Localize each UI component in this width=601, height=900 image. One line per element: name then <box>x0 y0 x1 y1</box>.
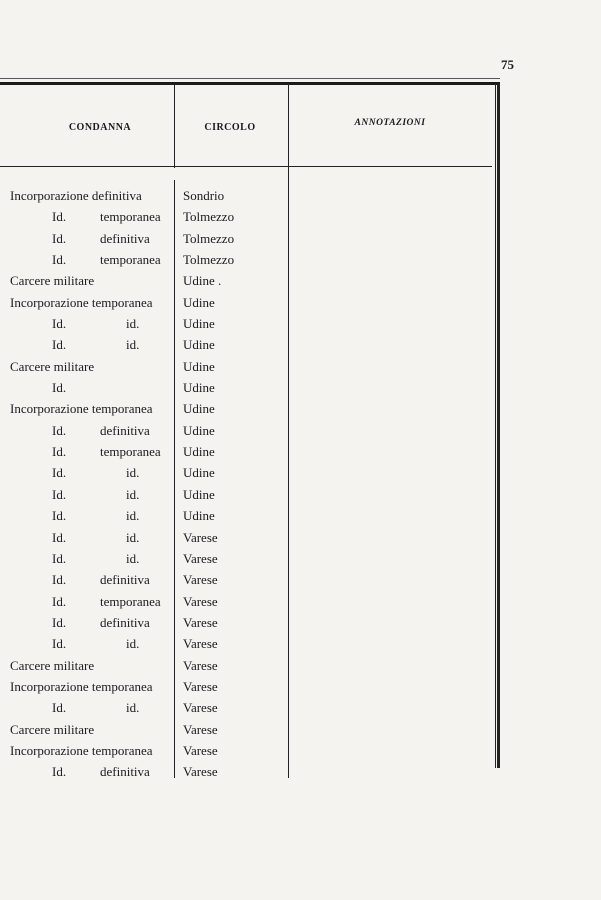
condanna-type: definitiva <box>100 614 150 630</box>
circolo-cell: Varese <box>183 572 218 588</box>
condanna-text: Incorporazione definitiva <box>10 188 142 203</box>
condanna-type: definitiva <box>100 764 150 780</box>
condanna-type: id. <box>126 636 140 652</box>
right-border-thin <box>495 84 496 768</box>
table-row <box>0 569 300 590</box>
table-row <box>0 441 300 462</box>
condanna-type: id. <box>126 529 140 545</box>
table-row <box>0 206 300 227</box>
circolo-cell: Varese <box>183 550 218 566</box>
table-row <box>0 612 300 633</box>
circolo-cell: Varese <box>183 700 218 716</box>
right-border-bold <box>497 84 500 768</box>
header-rule <box>0 166 492 167</box>
circolo-cell: Udine <box>183 316 215 332</box>
table-row <box>0 633 300 654</box>
table-row <box>0 334 300 355</box>
condanna-ditto: Id. <box>52 486 67 502</box>
header-circolo: CIRCOLO <box>204 122 256 133</box>
condanna-ditto: Id. <box>52 614 67 630</box>
table-row <box>0 740 300 761</box>
condanna-type: id. <box>126 465 140 481</box>
circolo-cell: Varese <box>183 614 218 630</box>
table-row <box>0 462 300 483</box>
condanna-text: Carcere militare <box>10 721 95 737</box>
circolo-cell: Varese <box>183 678 218 694</box>
table-row <box>0 591 300 612</box>
condanna-ditto: Id. <box>52 700 67 716</box>
condanna-ditto: Id. <box>52 209 67 225</box>
table-row <box>0 761 300 782</box>
condanna-ditto: Id. <box>52 380 67 396</box>
condanna-ditto: Id. <box>52 572 67 588</box>
table-row <box>0 420 300 441</box>
condanna-type: definitiva <box>100 572 150 588</box>
circolo-cell: Varese <box>183 593 218 609</box>
condanna-type: id. <box>126 337 140 353</box>
table-row <box>0 505 300 526</box>
condanna-text: Incorporazione temporanea <box>10 742 153 758</box>
header-condanna: CONDANNA <box>68 122 132 133</box>
table-row <box>0 697 300 718</box>
circolo-cell: Varese <box>183 764 218 780</box>
table-row <box>0 313 300 334</box>
condanna-ditto: Id. <box>52 465 67 481</box>
condanna-ditto: Id. <box>52 529 67 545</box>
condanna-ditto: Id. <box>52 550 67 566</box>
condanna-ditto: Id. <box>52 422 67 438</box>
circolo-cell: Udine <box>183 465 215 481</box>
condanna-type: id. <box>126 700 140 716</box>
circolo-cell: Tolmezzo <box>183 252 235 268</box>
table-row <box>0 292 300 313</box>
condanna-text: Incorporazione temporanea <box>10 678 153 694</box>
table-row <box>0 270 300 291</box>
circolo-cell: Udine . <box>183 273 222 289</box>
condanna-text: Incorporazione temporanea <box>10 401 153 417</box>
condanna-type: definitiva <box>100 230 150 246</box>
column-divider-circolo-header <box>174 84 175 168</box>
top-rule-thin <box>0 78 500 79</box>
circolo-cell: Varese <box>183 529 218 545</box>
condanna-ditto: Id. <box>52 337 67 353</box>
circolo-cell: Udine <box>183 358 215 374</box>
condanna-text: Carcere militare <box>10 273 95 289</box>
condanna-ditto: Id. <box>52 316 67 332</box>
condanna-type: id. <box>126 316 140 332</box>
condanna-type: temporanea <box>100 444 161 460</box>
condanna-ditto: Id. <box>52 252 67 268</box>
circolo-cell: Udine <box>183 444 215 460</box>
condanna-type: definitiva <box>100 422 150 438</box>
circolo-cell: Sondrio <box>183 188 225 203</box>
condanna-ditto: Id. <box>52 508 67 524</box>
table-row <box>0 719 300 740</box>
table-row <box>0 185 300 206</box>
condanna-text: Incorporazione temporanea <box>10 294 153 310</box>
circolo-cell: Tolmezzo <box>183 209 235 225</box>
circolo-cell: Varese <box>183 721 218 737</box>
condanna-ditto: Id. <box>52 230 67 246</box>
top-rule <box>0 82 500 85</box>
circolo-cell: Udine <box>183 294 215 310</box>
table-row <box>0 356 300 377</box>
page-number: 75 <box>501 57 514 72</box>
circolo-cell: Tolmezzo <box>183 230 235 246</box>
table-row <box>0 484 300 505</box>
condanna-type: temporanea <box>100 252 161 268</box>
table-body <box>0 185 300 783</box>
condanna-type: id. <box>126 486 140 502</box>
circolo-cell: Varese <box>183 742 218 758</box>
circolo-cell: Udine <box>183 337 215 353</box>
condanna-type: temporanea <box>100 593 161 609</box>
table-row <box>0 398 300 419</box>
condanna-type: temporanea <box>100 209 161 225</box>
circolo-cell: Udine <box>183 422 215 438</box>
table-row <box>0 228 300 249</box>
table-row <box>0 676 300 697</box>
circolo-cell: Varese <box>183 636 218 652</box>
table-row <box>0 377 300 398</box>
table-row <box>0 655 300 676</box>
condanna-ditto: Id. <box>52 593 67 609</box>
circolo-cell: Udine <box>183 401 215 417</box>
condanna-type: id. <box>126 550 140 566</box>
condanna-ditto: Id. <box>52 636 67 652</box>
table-row <box>0 249 300 270</box>
circolo-cell: Udine <box>183 486 215 502</box>
circolo-cell: Varese <box>183 657 218 673</box>
condanna-text: Carcere militare <box>10 657 95 673</box>
table-row <box>0 548 300 569</box>
circolo-cell: Udine <box>183 380 215 396</box>
circolo-cell: Udine <box>183 508 215 524</box>
condanna-text: Carcere militare <box>10 358 95 374</box>
table-row <box>0 527 300 548</box>
condanna-ditto: Id. <box>52 764 67 780</box>
header-annotazioni: ANNOTAZIONI <box>354 118 426 128</box>
condanna-ditto: Id. <box>52 444 67 460</box>
condanna-type: id. <box>126 508 140 524</box>
